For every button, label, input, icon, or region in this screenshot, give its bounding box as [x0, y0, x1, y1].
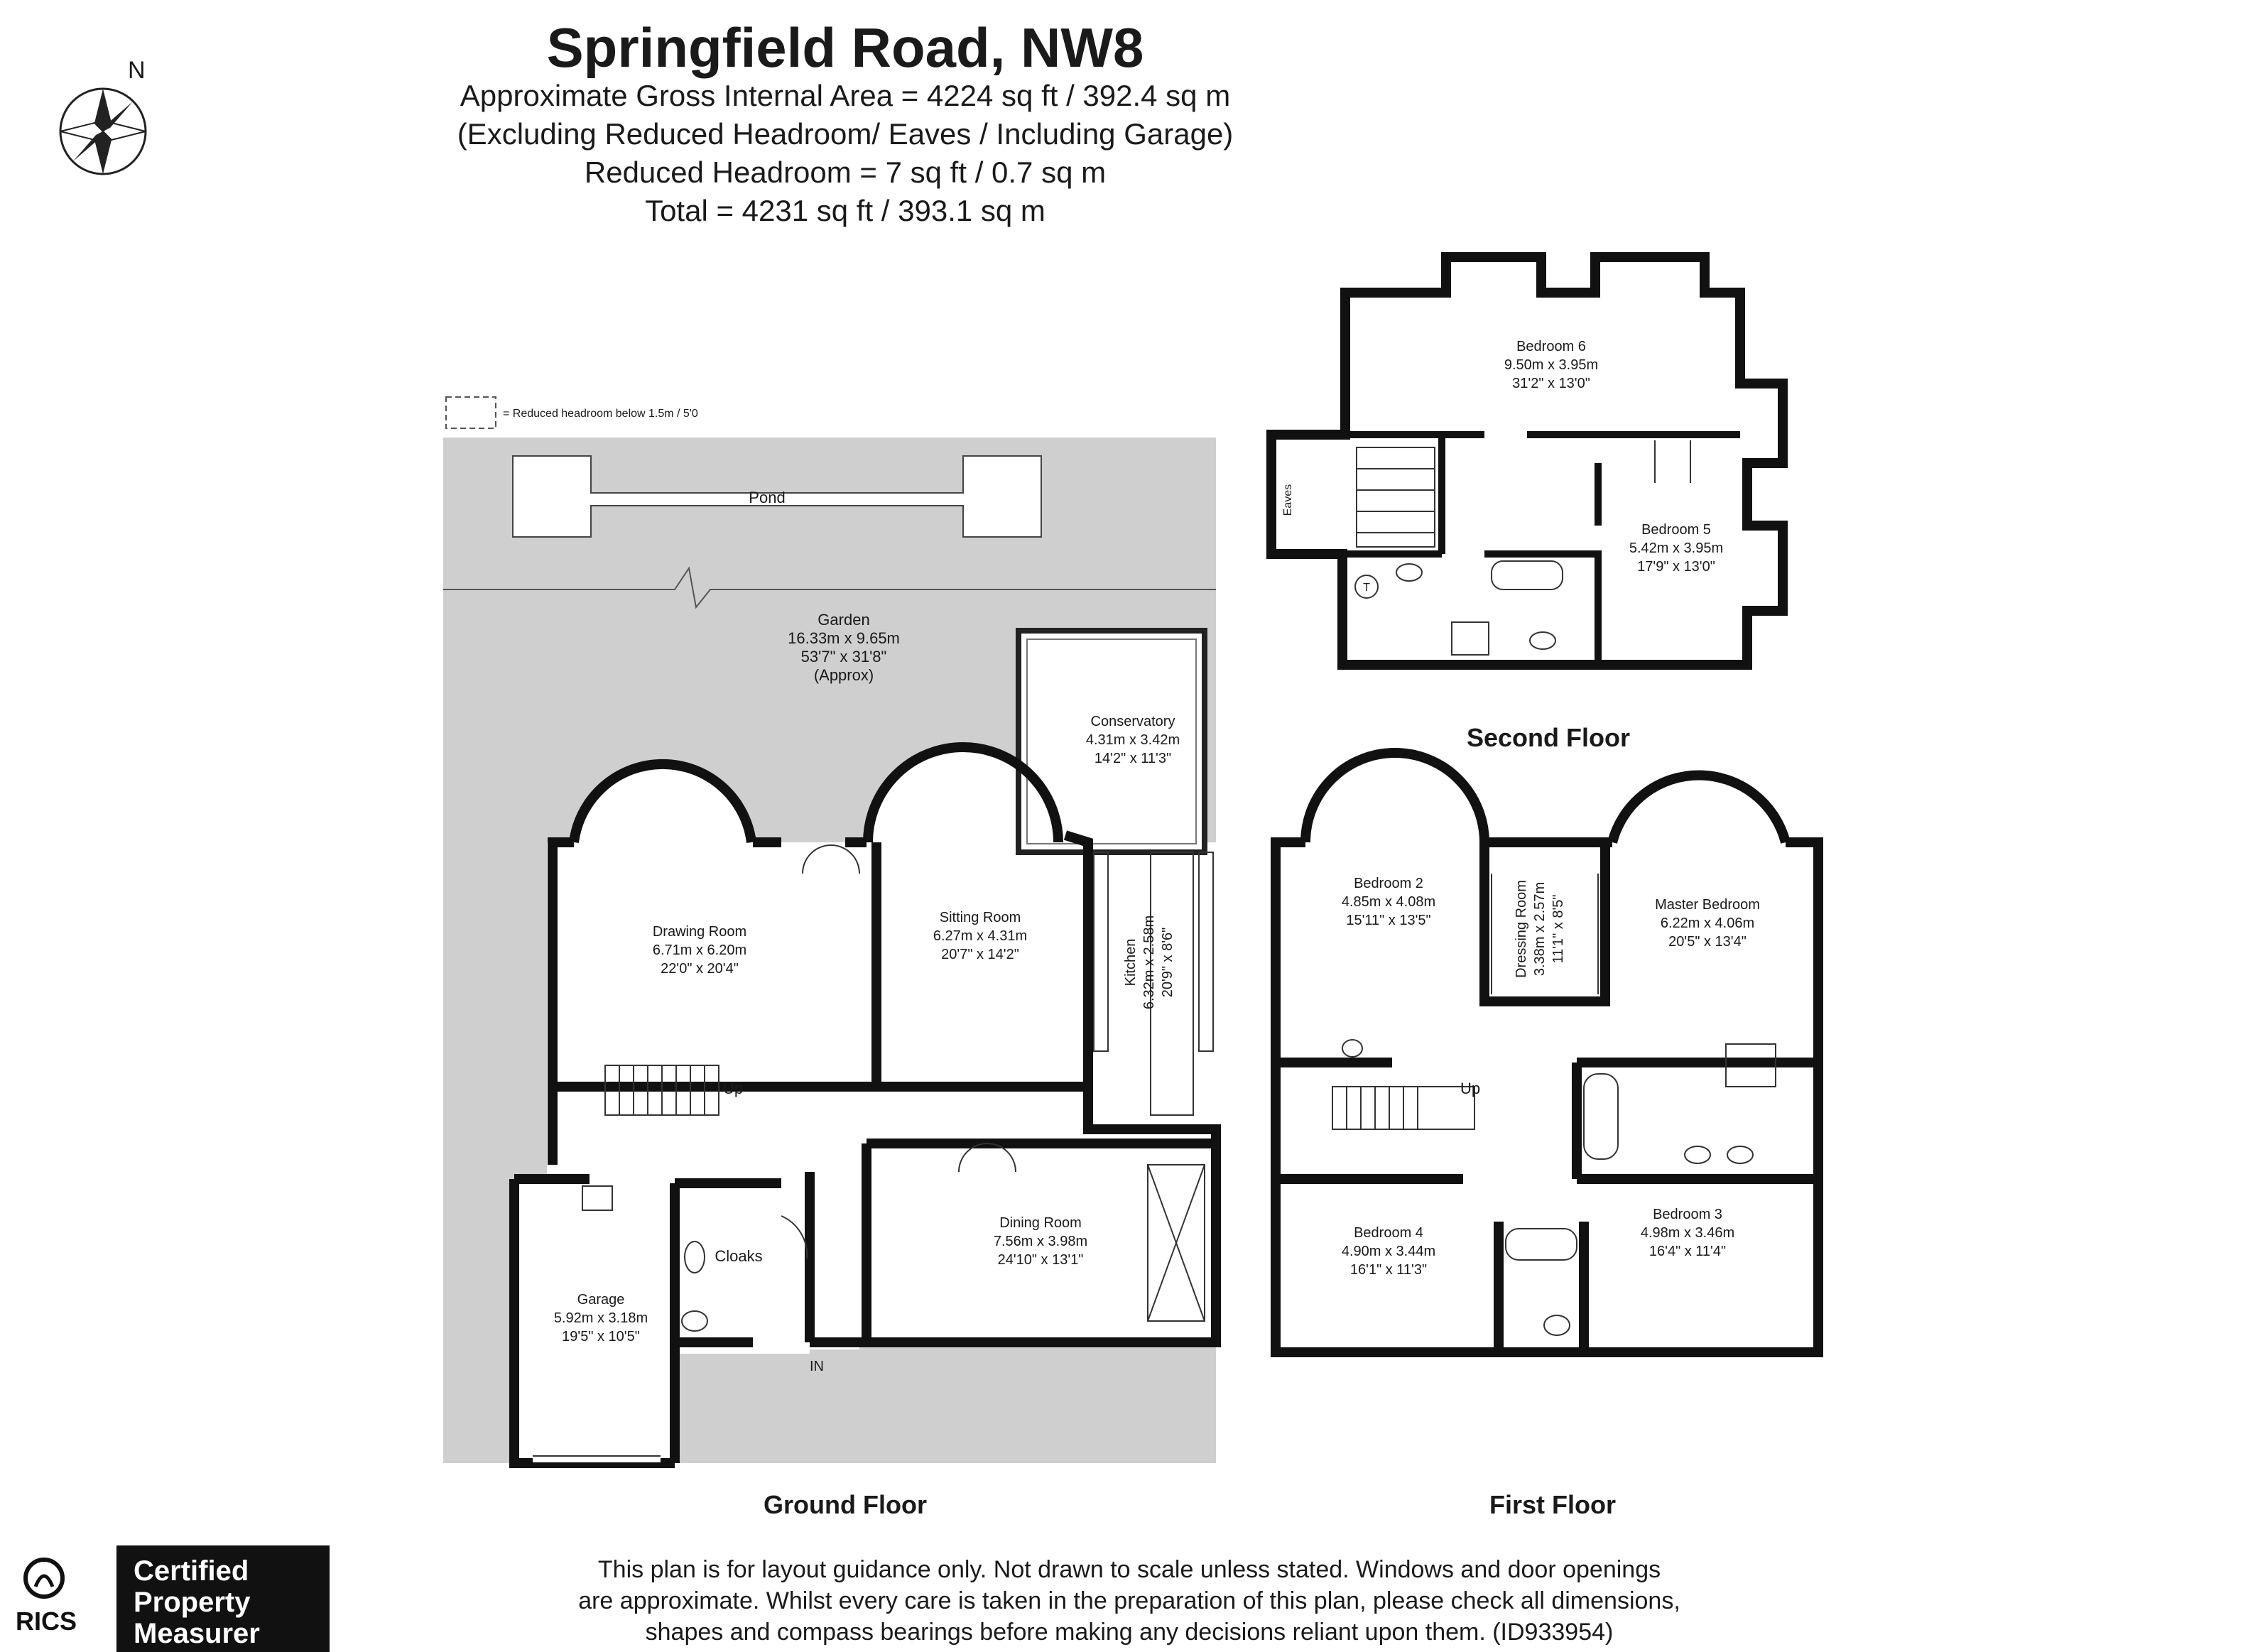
bedroom5-imperial: 17'9" x 13'0" — [1637, 559, 1715, 575]
second-floor-walls — [1271, 257, 1783, 665]
bedroom4-metric: 4.90m x 3.44m — [1341, 1244, 1436, 1259]
bedroom5-metric: 5.42m x 3.95m — [1629, 540, 1724, 556]
garage-name: Garage — [577, 1292, 625, 1308]
sitting-room-metric: 6.27m x 4.31m — [933, 928, 1028, 944]
bedroom4-name: Bedroom 4 — [1354, 1225, 1423, 1241]
reduced-headroom-line: Reduced Headroom = 7 sq ft / 0.7 sq m — [584, 156, 1107, 189]
second-floor-label: Second Floor — [1466, 723, 1630, 752]
conservatory-metric: 4.31m x 3.42m — [1085, 732, 1180, 748]
plan-title: Springfield Road, NW8 — [546, 16, 1144, 79]
eaves-label: Eaves — [1282, 484, 1294, 516]
garden-note: (Approx) — [813, 666, 874, 684]
master-bedroom-name: Master Bedroom — [1655, 897, 1760, 913]
first-floor-plan — [1273, 753, 1818, 1355]
ground-floor-label: Ground Floor — [764, 1490, 927, 1519]
master-bedroom-imperial: 20'5" x 13'4" — [1668, 934, 1747, 950]
tank-label: T — [1363, 582, 1370, 594]
dining-room-imperial: 24'10" x 13'1" — [997, 1252, 1084, 1268]
disclaimer-line: are approximate. Whilst every care is taken in the preparation of this plan, please check all dimensions, — [578, 1587, 1680, 1614]
bedroom5-name: Bedroom 5 — [1641, 522, 1711, 538]
pond-label: Pond — [749, 489, 786, 506]
cloaks-label: Cloaks — [715, 1247, 763, 1265]
drawing-room-metric: 6.71m x 6.20m — [652, 942, 747, 958]
bedroom2-metric: 4.85m x 4.08m — [1341, 894, 1436, 910]
gross-area-line: Approximate Gross Internal Area = 4224 sq ft / 392.4 sq m — [460, 79, 1231, 112]
certified-measurer-badge — [116, 1545, 330, 1652]
garden-imperial: 53'7" x 31'8" — [800, 648, 887, 665]
bedroom6-imperial: 31'2" x 13'0" — [1512, 376, 1590, 391]
drawing-room-name: Drawing Room — [652, 924, 747, 940]
bedroom3-imperial: 16'4" x 11'4" — [1648, 1244, 1727, 1259]
bedroom2-imperial: 15'11" x 13'5" — [1346, 913, 1431, 928]
garage-imperial: 19'5" x 10'5" — [562, 1329, 640, 1344]
dining-room-metric: 7.56m x 3.98m — [993, 1234, 1088, 1249]
bedroom6-metric: 9.50m x 3.95m — [1504, 357, 1599, 373]
badge-line: Measurer — [134, 1618, 260, 1649]
sitting-room-name: Sitting Room — [939, 910, 1021, 925]
exclusion-note-line: (Excluding Reduced Headroom/ Eaves / Including Garage) — [457, 117, 1234, 151]
rics-wordmark: RICS — [16, 1607, 77, 1636]
master-bedroom-metric: 6.22m x 4.06m — [1660, 915, 1755, 931]
garden-name: Garden — [818, 611, 870, 629]
rics-lion-logo-icon — [21, 1555, 67, 1601]
badge-line: Property — [134, 1587, 251, 1618]
garden-metric: 16.33m x 9.65m — [788, 629, 900, 647]
compass-north-label: N — [128, 57, 146, 84]
total-area-line: Total = 4231 sq ft / 393.1 sq m — [645, 194, 1045, 227]
sitting-room-imperial: 20'7" x 14'2" — [941, 947, 1019, 962]
disclaimer-line: shapes and compass bearings before making any decisions reliant upon them. (ID933954) — [645, 1619, 1614, 1646]
kitchen-imperial: 20'9" x 8'6" — [1160, 927, 1175, 998]
dressing-room-metric: 3.38m x 2.57m — [1532, 881, 1548, 977]
ground-floor-plan — [443, 438, 1216, 1463]
dressing-room-imperial: 11'1" x 8'5" — [1550, 894, 1566, 964]
first-up-label: Up — [1460, 1080, 1481, 1097]
bedroom6-name: Bedroom 6 — [1516, 339, 1586, 354]
ground-up-label: Up — [722, 1080, 744, 1097]
first-floor-label: First Floor — [1489, 1490, 1616, 1519]
drawing-room-imperial: 22'0" x 20'4" — [661, 961, 739, 977]
bedroom3-name: Bedroom 3 — [1653, 1207, 1722, 1222]
disclaimer — [455, 1554, 1804, 1648]
garage-metric: 5.92m x 3.18m — [553, 1310, 648, 1326]
dining-room-name: Dining Room — [999, 1215, 1082, 1231]
dressing-room-name: Dressing Room — [1514, 880, 1529, 978]
bedroom3-metric: 4.98m x 3.46m — [1640, 1225, 1735, 1241]
second-floor-plan — [1271, 257, 1783, 665]
kitchen-metric: 6.32m x 2.58m — [1141, 915, 1157, 1010]
disclaimer-line: This plan is for layout guidance only. Not drawn to scale unless stated. Windows and door openings — [597, 1556, 1661, 1583]
kitchen-name: Kitchen — [1123, 938, 1139, 987]
reduced-headroom-legend-text: = Reduced headroom below 1.5m / 5'0 — [503, 408, 698, 420]
conservatory-name: Conservatory — [1090, 714, 1175, 729]
conservatory-imperial: 14'2" x 11'3" — [1094, 751, 1172, 766]
entrance-label: IN — [810, 1359, 824, 1374]
bedroom2-name: Bedroom 2 — [1354, 876, 1423, 891]
bedroom4-imperial: 16'1" x 11'3" — [1349, 1262, 1428, 1278]
badge-line: Certified — [134, 1555, 249, 1587]
